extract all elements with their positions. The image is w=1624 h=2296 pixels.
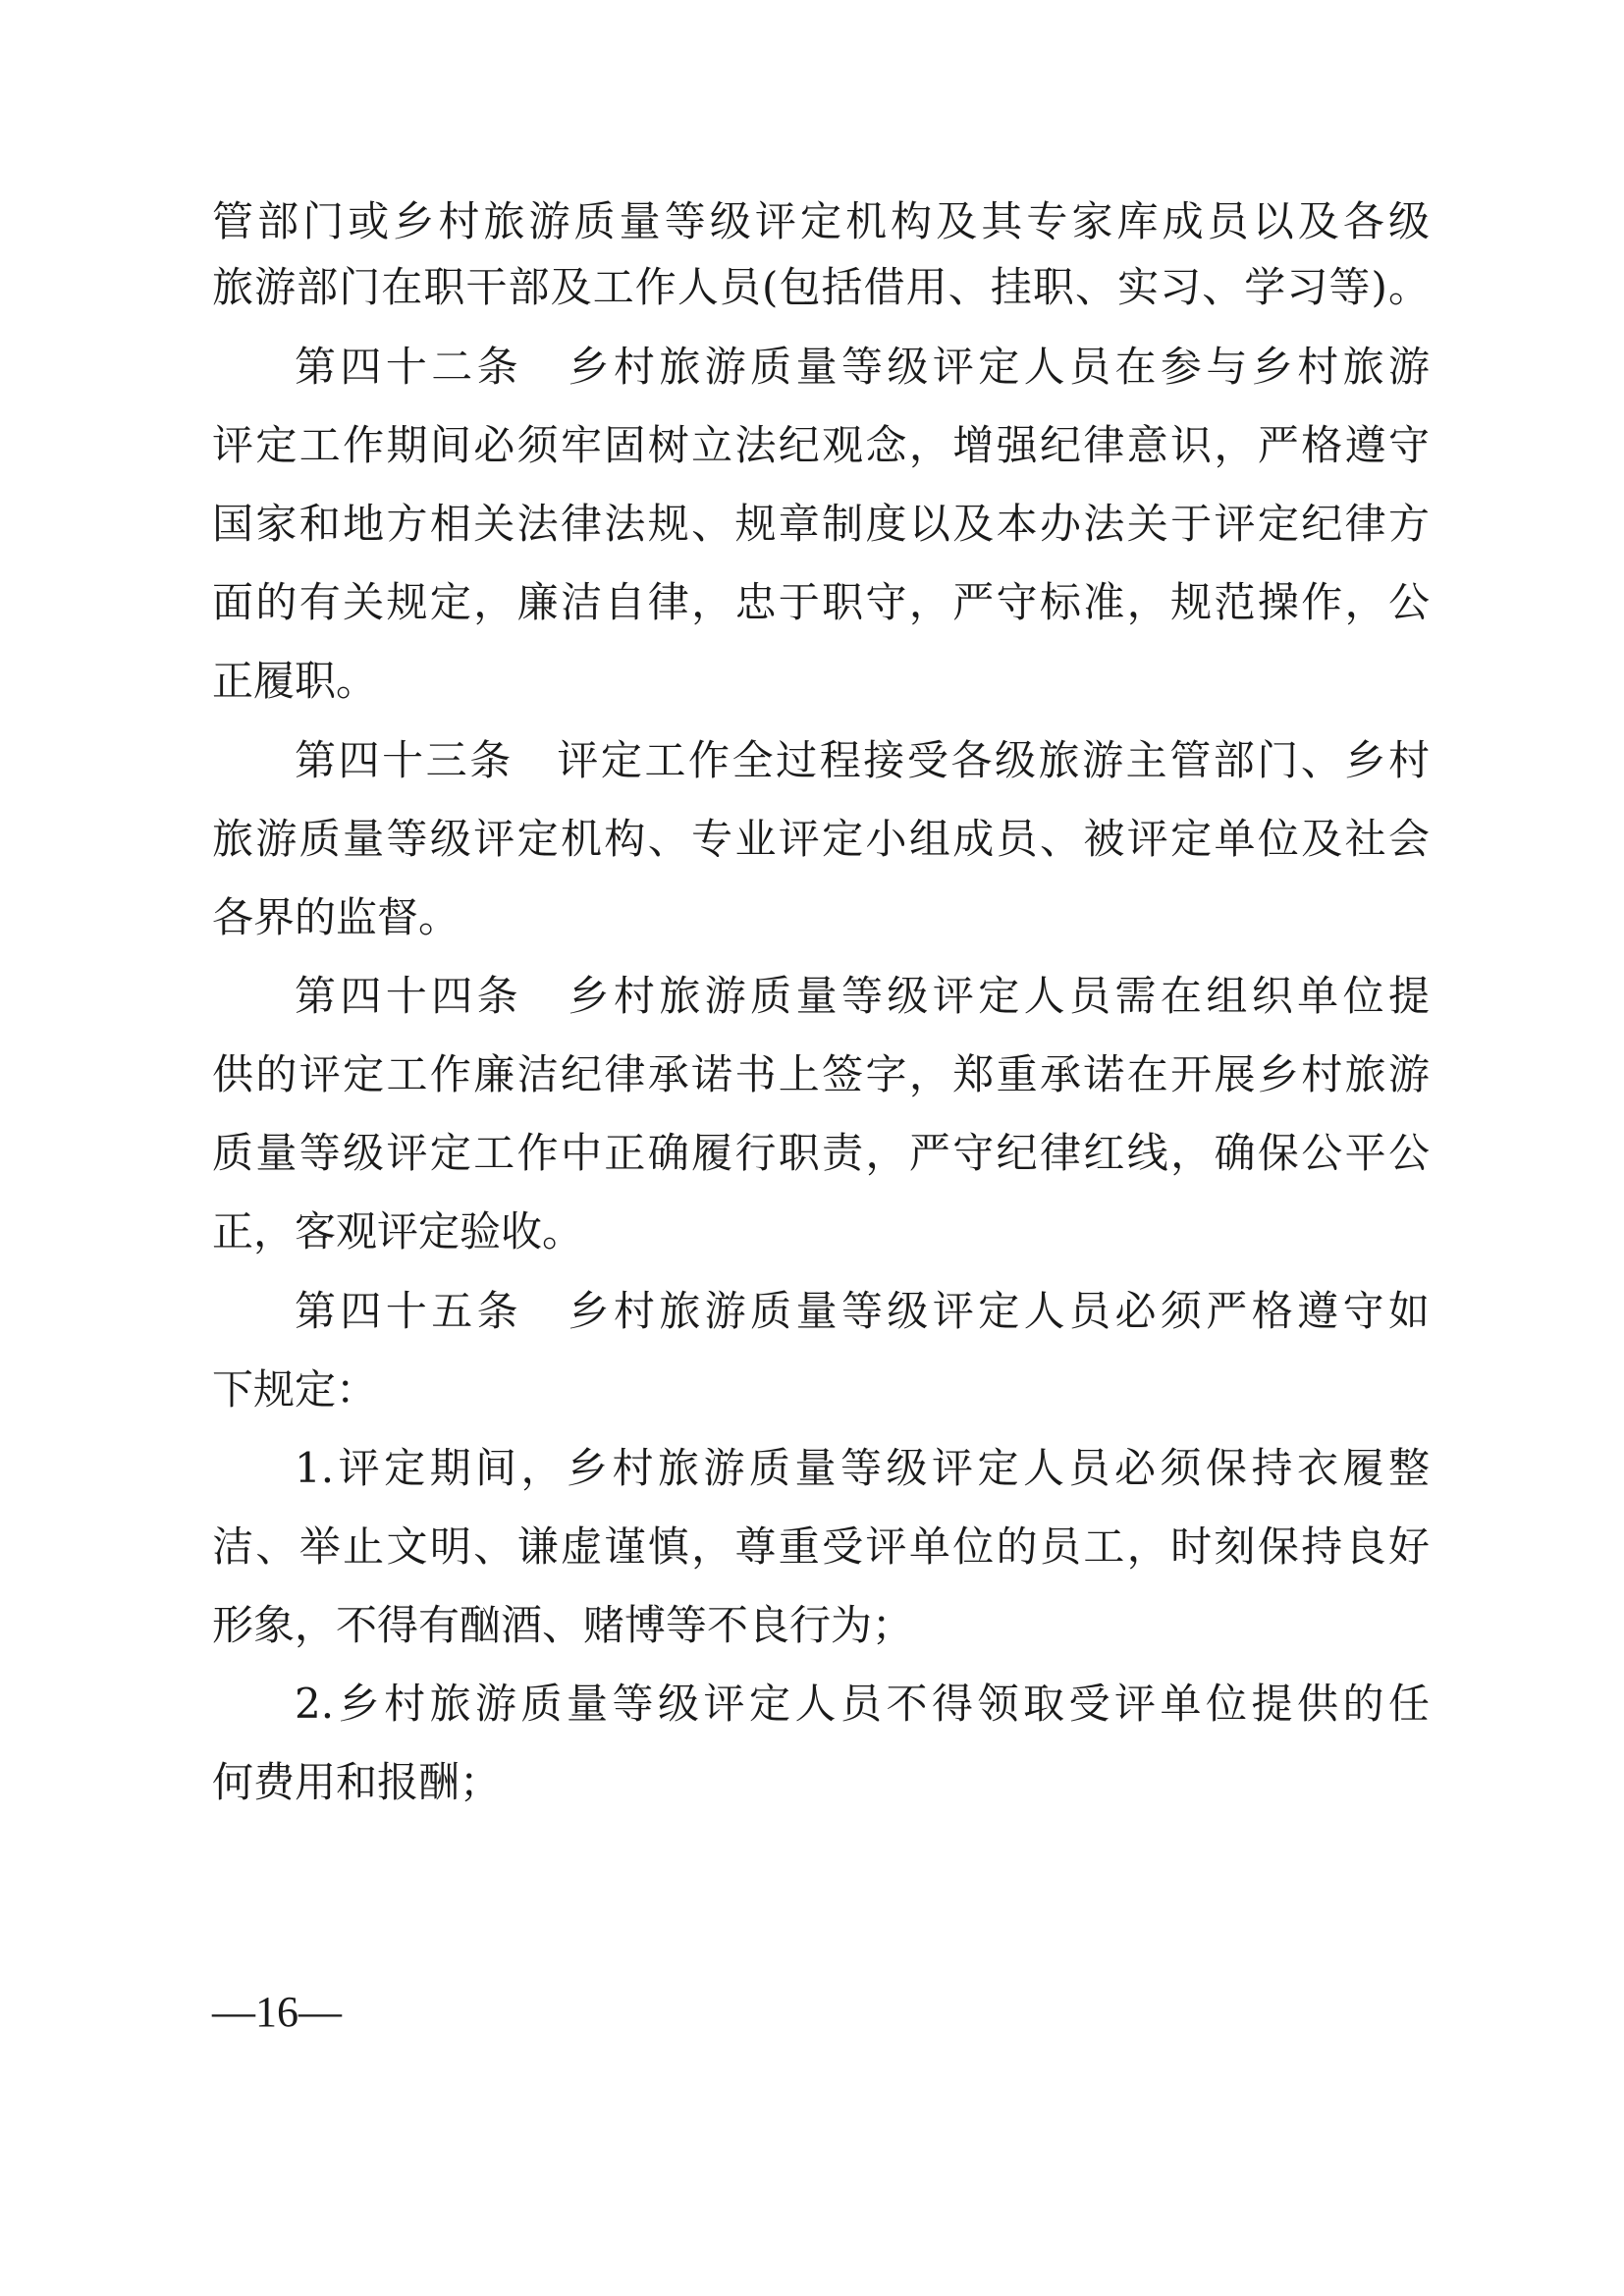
- text-line: 何费用和报酬；: [212, 1758, 502, 1806]
- text-line: 旅游部门在职干部及工作人员(包括借用、挂职、实习、学习等)。: [212, 263, 1430, 311]
- list-item-2-line: 2.乡村旅游质量等级评定人员不得领取受评单位提供的任: [295, 1680, 1430, 1728]
- text-line: 形象，不得有酗酒、赌博等不良行为；: [212, 1601, 914, 1649]
- text-line: 洁、举止文明、谦虚谨慎，尊重受评单位的员工，时刻保持良好: [212, 1522, 1430, 1571]
- article-45-line: 第四十五条 乡村旅游质量等级评定人员必须严格遵守如: [295, 1287, 1430, 1335]
- text-line: 正履职。: [212, 657, 378, 705]
- text-line: 质量等级评定工作中正确履行职责，严守纪律红线，确保公平公: [212, 1129, 1430, 1177]
- text-line: 下规定：: [212, 1365, 378, 1414]
- article-43-line: 第四十三条 评定工作全过程接受各级旅游主管部门、乡村: [295, 736, 1430, 784]
- text-line: 评定工作期间必须牢固树立法纪观念，增强纪律意识，严格遵守: [212, 421, 1430, 469]
- text-line: 供的评定工作廉洁纪律承诺书上签字，郑重承诺在开展乡村旅游: [212, 1050, 1430, 1098]
- text-line: 面的有关规定，廉洁自律，忠于职守，严守标准，规范操作，公: [212, 578, 1430, 626]
- text-line: 旅游质量等级评定机构、专业评定小组成员、被评定单位及社会: [212, 815, 1430, 863]
- text-line: 各界的监督。: [212, 893, 460, 941]
- list-item-1-line: 1.评定期间，乡村旅游质量等级评定人员必须保持衣履整: [295, 1444, 1430, 1492]
- text-line: 正，客观评定验收。: [212, 1207, 584, 1255]
- page-number: —16—: [212, 1988, 342, 2036]
- text-line: 管部门或乡村旅游质量等级评定机构及其专家库成员以及各级: [212, 197, 1430, 245]
- text-line: 国家和地方相关法律法规、规章制度以及本办法关于评定纪律方: [212, 500, 1430, 548]
- article-42-line: 第四十二条 乡村旅游质量等级评定人员在参与乡村旅游: [295, 343, 1430, 391]
- article-44-line: 第四十四条 乡村旅游质量等级评定人员需在组织单位提: [295, 972, 1430, 1020]
